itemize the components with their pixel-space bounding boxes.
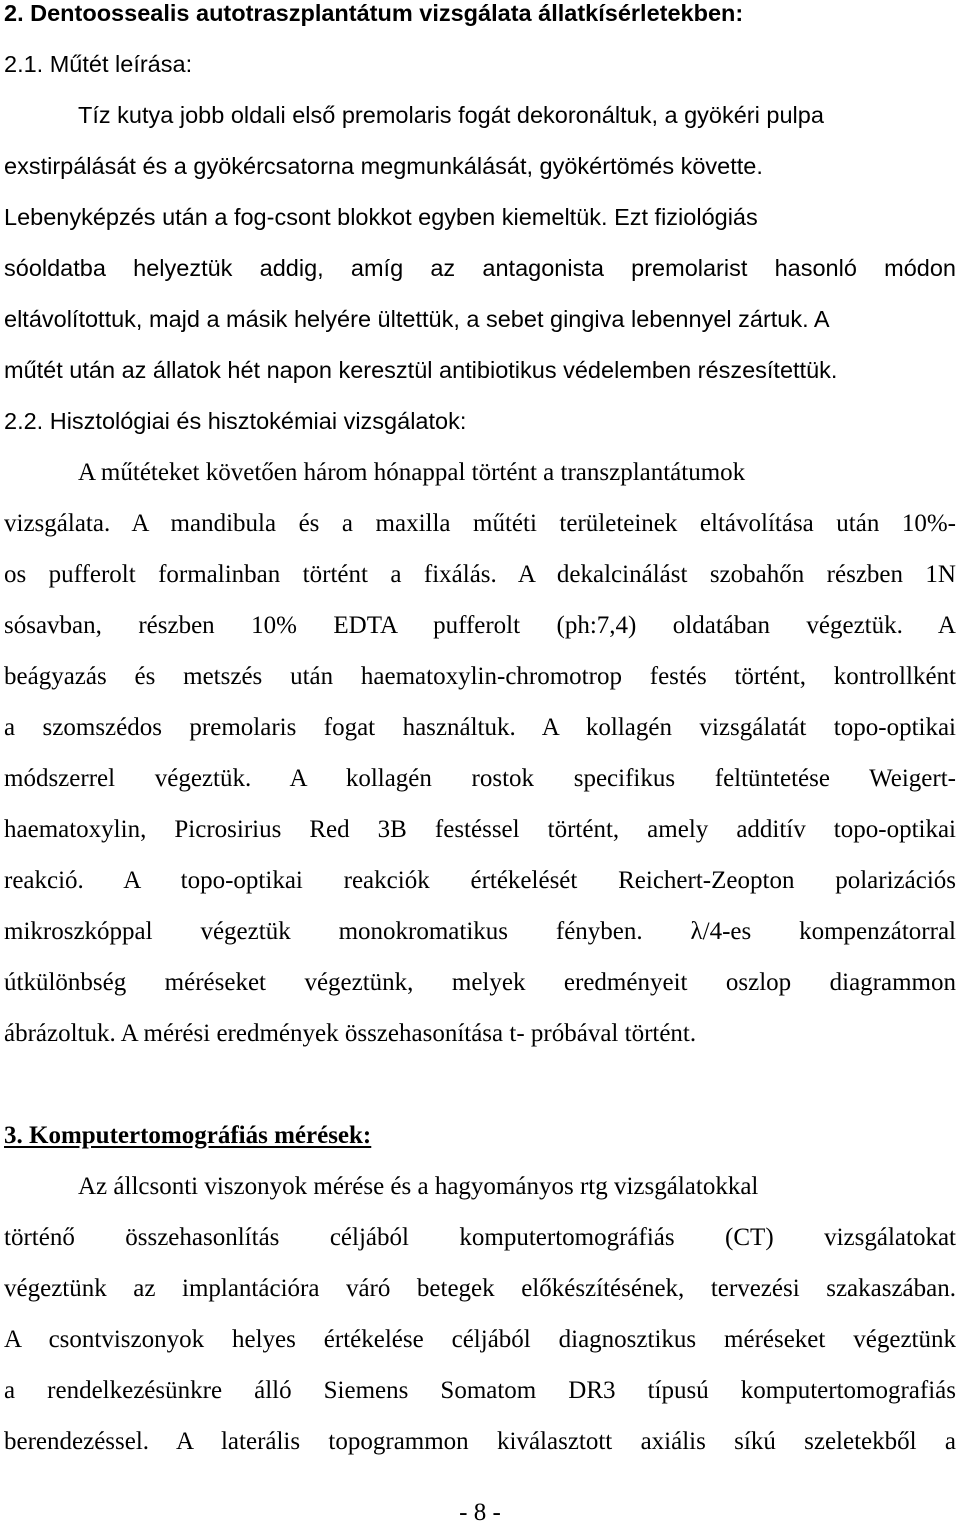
text-run: A [808, 306, 830, 332]
paragraph-line: Az állcsonti viszonyok mérése és a hagyományos rtg vizsgálatokkal [78, 1173, 759, 1200]
paragraph-line: A műtéteket követően három hónappal történt a transzplantátumok [78, 459, 746, 486]
paragraph-line: berendezéssel. A laterális topogrammon kiválasztott axiális síkú szeletekből a [4, 1428, 956, 1455]
section-3-heading: 3. Komputertomográfiás mérések: [4, 1122, 372, 1149]
paragraph-line [4, 206, 956, 230]
paragraph-line: sóoldatba helyeztük addig, amíg az antagonista premolarist hasonló módon [4, 255, 956, 281]
paragraph-line: ábrázoltuk. A mérési eredmények összehasonítása t- próbával történt. [4, 1020, 697, 1047]
paragraph-line: végeztünk az implantációra váró betegek előkészítésének, tervezési szakaszában. [4, 1275, 956, 1302]
paragraph-line: beágyazás és metszés után haematoxylin-chromotrop festés történt, kontrollként [4, 663, 956, 690]
paragraph-line [4, 308, 956, 332]
paragraph-line: vizsgálata. A mandibula és a maxilla műtéti területeinek eltávolítása után 10%- [4, 510, 956, 537]
subsection-2-2-heading: 2.2. Hisztológiai és hisztokémiai vizsgálatok: [4, 408, 467, 434]
text-run: eltávolítottuk, majd a másik helyére ültettük, a sebet gingiva lebennyel zártuk. [4, 306, 809, 332]
paragraph-line: történő összehasonlítás céljából komputertomográfiás (CT) vizsgálatokat [4, 1224, 956, 1251]
paragraph-line: haematoxylin, Picrosirius Red 3B festéssel történt, amely additív topo-optikai [4, 816, 956, 843]
paragraph-line: módszerrel végeztük. A kollagén rostok specifikus feltüntetése Weigert- [4, 765, 956, 792]
paragraph-line: A csontviszonyok helyes értékelése céljából diagnosztikus méréseket végeztünk [4, 1326, 956, 1353]
subsection-2-1-heading: 2.1. Műtét leírása: [4, 51, 193, 77]
paragraph-line: sósavban, részben 10% EDTA pufferolt (ph:7,4) oldatában végeztük. A [4, 612, 956, 639]
paragraph-line: mikroszkóppal végeztük monokromatikus fényben. λ/4-es kompenzátorral [4, 918, 956, 945]
paragraph-line: Tíz kutya jobb oldali első premolaris fogát dekoronáltuk, a gyökéri pulpa [78, 102, 824, 128]
paragraph-line: os pufferolt formalinban történt a fixálás. A dekalcinálást szobahőn részben 1N [4, 561, 956, 588]
paragraph-line: a rendelkezésünkre álló Siemens Somatom DR3 típusú komputertomografiás [4, 1377, 956, 1404]
paragraph-line: exstirpálását és a gyökércsatorna megmunkálását, gyökértömés követte. [4, 153, 763, 179]
paragraph-line: reakció. A topo-optikai reakciók értékelését Reichert-Zeopton polarizációs [4, 867, 956, 894]
paragraph-line: a szomszédos premolaris fogat használtuk. A kollagén vizsgálatát topo-optikai [4, 714, 956, 741]
page-number: - 8 - [459, 1499, 501, 1526]
paragraph-line: útkülönbség méréseket végeztünk, melyek eredményeit oszlop diagrammon [4, 969, 956, 996]
text-run: Lebenyképzés után a fog-csont blokkot egyben kiemeltük. [4, 204, 608, 230]
paragraph-line: műtét után az állatok hét napon keresztül antibiotikus védelemben részesítettük. [4, 357, 838, 383]
section-2-heading: 2. Dentoossealis autotraszplantátum vizsgálata állatkísérletekben: [4, 0, 744, 26]
text-run: Ezt fiziológiás [607, 204, 758, 230]
